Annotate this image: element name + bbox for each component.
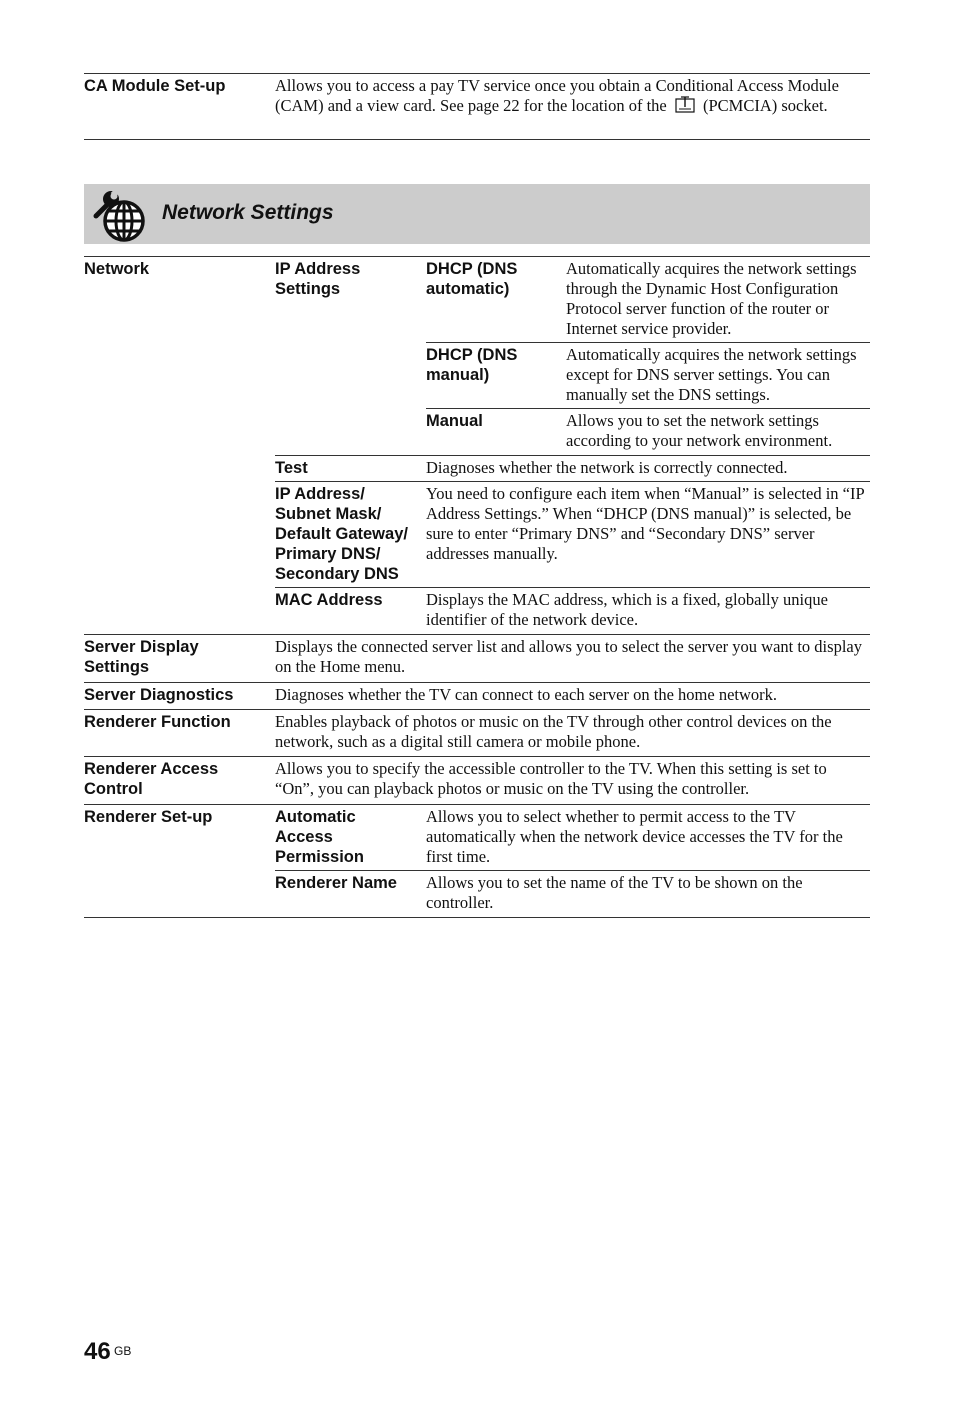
label-line: Settings	[84, 658, 150, 676]
section-banner	[84, 184, 870, 244]
network-settings-icon	[90, 188, 148, 247]
divider	[84, 634, 870, 635]
manual-description: Allows you to set the network settings according to your network environment.	[566, 411, 833, 450]
label-line: Default Gateway/	[275, 525, 408, 543]
label-line: IP Address/	[275, 485, 365, 503]
mac-address-description: Displays the MAC address, which is a fixed, globally unique identifier of the network device.	[426, 590, 828, 629]
renderer-access-label	[84, 759, 269, 799]
page-number: 46	[84, 1338, 111, 1365]
automatic-access-permission-description: Allows you to select whether to permit access to the TV automatically when the network device accesses the TV for the first time.	[426, 807, 843, 866]
divider	[275, 870, 870, 871]
dhcp-manual-label	[426, 345, 562, 385]
label-line: Secondary DNS	[275, 565, 399, 583]
divider	[426, 408, 870, 409]
renderer-setup-label: Renderer Set-up	[84, 808, 213, 826]
network-label: Network	[84, 260, 150, 278]
dhcp-manual-description: Automatically acquires the network settings except for DNS server settings. You can manually set the DNS settings.	[566, 345, 857, 404]
renderer-name-label: Renderer Name	[275, 874, 397, 892]
ca-module-desc-part1: Allows you to access a pay TV service once you obtain a Conditional Access Module (CAM) and a view card. See page 22 for the location of the	[275, 76, 839, 115]
label-line: DHCP (DNS	[426, 260, 518, 278]
server-diagnostics-label: Server Diagnostics	[84, 686, 234, 704]
divider	[275, 587, 870, 588]
ca-module-desc-part2: (PCMCIA) socket.	[703, 96, 828, 115]
mac-address-label: MAC Address	[275, 591, 383, 609]
label-line: Control	[84, 780, 143, 798]
divider	[84, 804, 870, 805]
divider	[84, 139, 870, 140]
ip-address-settings-label	[275, 259, 423, 299]
divider	[275, 455, 870, 456]
dhcp-auto-label	[426, 259, 562, 299]
label-line: Settings	[275, 280, 341, 298]
server-display-label	[84, 637, 269, 677]
page-region: GB	[114, 1344, 132, 1358]
label-line: Server Display	[84, 638, 199, 656]
section-title: Network Settings	[162, 201, 334, 224]
dhcp-auto-description: Automatically acquires the network settings through the Dynamic Host Configuration Protocol server function of the router or Internet service provider.	[566, 259, 857, 338]
label-line: Automatic	[275, 808, 356, 826]
automatic-access-permission-label	[275, 807, 423, 867]
label-line: Renderer Access	[84, 760, 219, 778]
renderer-function-description: Enables playback of photos or music on the TV through other control devices on the network, such as a digital still camera or mobile phone.	[275, 712, 832, 751]
label-line: automatic)	[426, 280, 510, 298]
server-display-description: Displays the connected server list and allows you to select the server you want to display on the Home menu.	[275, 637, 862, 676]
divider	[84, 756, 870, 757]
ip-fields-label	[275, 484, 425, 584]
divider	[84, 73, 870, 74]
label-line: Access	[275, 828, 333, 846]
test-label: Test	[275, 459, 308, 477]
ip-fields-description: You need to configure each item when “Manual” is selected in “IP Address Settings.” When “DHCP (DNS manual)” is selected, be sure to enter “Primary DNS” and “Secondary DNS” server addresses manually.	[426, 484, 865, 563]
label-line: DHCP (DNS	[426, 346, 518, 364]
divider	[84, 682, 870, 683]
renderer-function-label: Renderer Function	[84, 713, 231, 731]
server-diagnostics-description: Diagnoses whether the TV can connect to each server on the home network.	[275, 685, 778, 704]
pcmcia-slot-icon	[673, 96, 697, 119]
renderer-access-description: Allows you to specify the accessible controller to the TV. When this setting is set to “On”, you can playback photos or music on the TV using the controller.	[275, 759, 827, 798]
ca-module-label: CA Module Set-up	[84, 77, 226, 95]
label-line: Subnet Mask/	[275, 505, 382, 523]
test-description: Diagnoses whether the network is correctly connected.	[426, 458, 788, 477]
divider	[84, 709, 870, 710]
renderer-name-description: Allows you to set the name of the TV to be shown on the controller.	[426, 873, 803, 912]
divider	[426, 342, 870, 343]
divider	[84, 256, 870, 257]
label-line: manual)	[426, 366, 490, 384]
label-line: Permission	[275, 848, 364, 866]
label-line: IP Address	[275, 260, 361, 278]
ca-module-description	[275, 76, 865, 119]
label-line: Primary DNS/	[275, 545, 381, 563]
divider	[275, 481, 870, 482]
divider	[84, 917, 870, 918]
manual-label: Manual	[426, 412, 483, 430]
